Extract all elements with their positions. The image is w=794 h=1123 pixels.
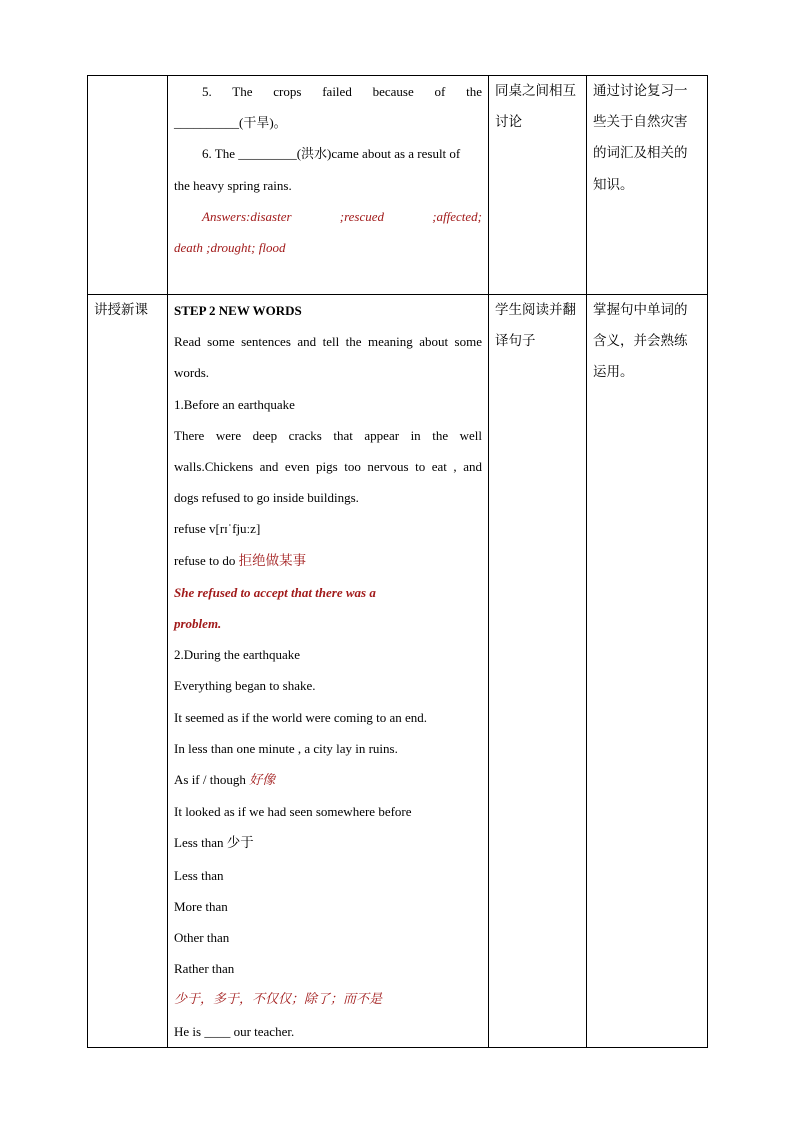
during-line-2: It seemed as if the world were coming to an end. bbox=[174, 709, 428, 725]
cell-purpose-review bbox=[587, 76, 708, 295]
table-row-review bbox=[88, 76, 708, 295]
step-heading: STEP 2 NEW WORDS bbox=[174, 303, 302, 318]
before-line-2: walls.Chickens and even pigs too nervous to eat , and bbox=[174, 459, 482, 475]
purpose-line-3: 的词汇及相关的 bbox=[593, 145, 688, 162]
purpose-line-1: 通过讨论复习一 bbox=[593, 83, 688, 99]
stage-label: 讲授新课 bbox=[94, 302, 148, 318]
during-heading: 2.During the earthquake bbox=[174, 647, 300, 663]
before-line-3: dogs refused to go inside buildings. bbox=[174, 490, 359, 506]
refuse-to-do-phrase: refuse to do bbox=[174, 552, 239, 568]
student-activity-line-2: 译句子 bbox=[495, 333, 536, 350]
purpose-line-2: 含义，并会熟练 bbox=[593, 333, 688, 350]
less-than-meaning: 少于 bbox=[226, 835, 254, 852]
as-if-meaning: 好像 bbox=[249, 773, 276, 789]
question-5-line-2: __________(干旱)。 bbox=[174, 115, 287, 131]
answers-line-2: death ;drought; flood bbox=[174, 240, 286, 256]
answers-line-1: Answers:disaster ;rescued ;affected; bbox=[202, 208, 482, 224]
purpose-line-1: 掌握句中单词的 bbox=[593, 302, 688, 318]
cell-stage-new-lesson bbox=[88, 295, 168, 1048]
cell-purpose-new-lesson bbox=[587, 295, 708, 1048]
student-activity-line-2: 讨论 bbox=[495, 114, 522, 131]
refuse-entry bbox=[174, 513, 482, 544]
looked-line: It looked as if we had seen somewhere before bbox=[174, 804, 412, 820]
cell-content-review bbox=[168, 76, 489, 295]
fill-in-line: He is ____ our teacher. bbox=[174, 1023, 295, 1039]
refuse-to-do-meaning: 拒绝做某事 bbox=[238, 552, 307, 569]
intro-line-2: words. bbox=[174, 365, 210, 381]
cell-stage-empty bbox=[88, 76, 168, 295]
refuse-word: refuse v bbox=[174, 521, 216, 537]
table-row-new-lesson bbox=[88, 295, 708, 1048]
example-line-1: She refused to accept that there was a bbox=[174, 584, 376, 600]
phrase-less-than: Less than bbox=[174, 867, 224, 883]
less-than-entry bbox=[174, 827, 482, 859]
lesson-plan-table bbox=[87, 75, 708, 1048]
purpose-line-2: 些关于自然灾害 bbox=[593, 114, 688, 131]
during-line-3: In less than one minute , a city lay in ruins. bbox=[174, 740, 398, 756]
purpose-line-3: 运用。 bbox=[593, 364, 634, 381]
question-6-line-1: 6. The _________(洪水)came about as a result of bbox=[202, 146, 461, 162]
phrase-other-than: Other than bbox=[174, 930, 230, 946]
during-line-1: Everything began to shake. bbox=[174, 678, 316, 694]
refuse-phonetic: [rɪˈfjuːz] bbox=[215, 521, 261, 537]
as-if-phrase: As if / though bbox=[174, 772, 250, 788]
purpose-line-4: 知识。 bbox=[593, 176, 634, 193]
cell-student-activity-review bbox=[489, 76, 587, 295]
before-line-1: There were deep cracks that appear in the well bbox=[174, 427, 482, 443]
before-heading: 1.Before an earthquake bbox=[174, 396, 295, 412]
cell-student-activity-new-lesson bbox=[489, 295, 587, 1048]
cell-content-new-words bbox=[168, 295, 489, 1048]
intro-line-1: Read some sentences and tell the meaning about some bbox=[174, 334, 482, 350]
phrase-rather-than: Rather than bbox=[174, 961, 235, 977]
phrase-more-than: More than bbox=[174, 898, 228, 914]
refuse-to-do-entry bbox=[174, 545, 482, 577]
example-line-2: problem. bbox=[174, 616, 222, 632]
less-than-phrase: Less than bbox=[174, 835, 227, 851]
student-activity-line-1: 学生阅读并翻 bbox=[495, 302, 576, 318]
question-6-line-2: the heavy spring rains. bbox=[174, 177, 292, 193]
phrases-meaning: 少于，多于，不仅仅；除了；而不是 bbox=[174, 992, 383, 1008]
as-if-entry bbox=[174, 764, 482, 796]
question-5-line-1: 5. The crops failed because of the bbox=[202, 84, 482, 99]
student-activity-line-1: 同桌之间相互 bbox=[495, 83, 576, 99]
